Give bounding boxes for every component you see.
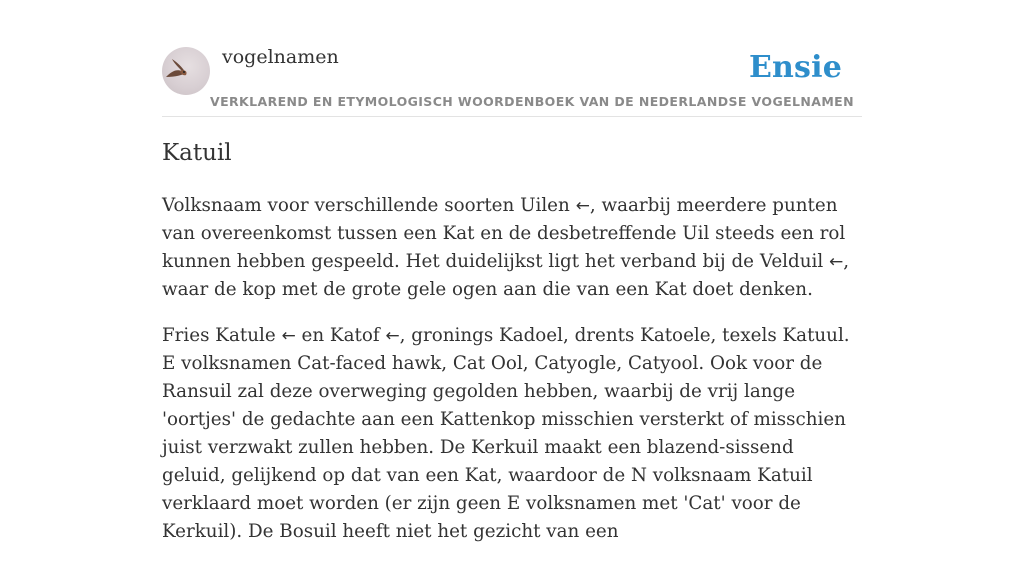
dictionary-avatar[interactable] bbox=[162, 47, 210, 95]
arrow-left-icon: ← bbox=[385, 326, 400, 346]
text-run: , waar de kop met de grote gele ogen aan die van een Kat doet denken. bbox=[162, 251, 850, 300]
xref-link-uilen[interactable] bbox=[520, 195, 590, 216]
site-header bbox=[162, 0, 862, 117]
entry-title: Katuil bbox=[162, 140, 232, 166]
bird-icon bbox=[162, 47, 210, 95]
xref-link-katule[interactable] bbox=[215, 325, 295, 346]
xref-label: Katof bbox=[329, 325, 380, 346]
dictionary-subtitle: VERKLAREND EN ETYMOLOGISCH WOORDENBOEK VAN DE NEDERLANDSE VOGELNAMEN bbox=[210, 94, 854, 109]
text-run: Fries bbox=[162, 325, 216, 346]
xref-link-velduil[interactable] bbox=[760, 251, 843, 272]
text-run: , waarbij meerdere punten van overeenkomst tussen een Kat en de desbetreffende Uil steeds een rol kunnen hebben gespeeld. Het duidelijkst ligt het verband bij de bbox=[162, 195, 846, 272]
entry-content bbox=[162, 192, 862, 564]
entry-paragraph-1 bbox=[162, 192, 862, 304]
xref-label: Velduil bbox=[759, 251, 824, 272]
text-run: en bbox=[295, 325, 330, 346]
arrow-left-icon: ← bbox=[575, 196, 590, 216]
arrow-left-icon: ← bbox=[828, 252, 844, 272]
xref-label: Uilen bbox=[520, 195, 570, 216]
text-run: Volksnaam voor verschillende soorten bbox=[162, 195, 521, 216]
text-run: , gronings Kadoel, drents Katoele, texels Katuul. E volksnamen Cat-faced hawk, Cat Ool, Catyogle, Catyool. Ook voor de Ransuil zal deze overweging gegolden hebben, waarbij de vrij lange 'oortjes' de gedachte aan een Kattenkop misschien versterkt of misschien juist verzwakt zullen hebben. De Kerkuil maakt een blazend-sissend geluid, gelijkend op dat van een Kat, waardoor de N volksnaam Katuil verklaard moet worden (er zijn geen E volksnamen met 'Cat' voor de Kerkuil). De Bosuil heeft niet het gezicht van een bbox=[162, 325, 850, 542]
page bbox=[162, 0, 862, 542]
arrow-left-icon: ← bbox=[281, 326, 296, 346]
xref-label: Katule bbox=[215, 325, 276, 346]
entry-paragraph-2 bbox=[162, 322, 862, 546]
xref-link-katof[interactable] bbox=[330, 325, 400, 346]
dictionary-name-link[interactable]: vogelnamen bbox=[222, 46, 339, 68]
brand-logo-link[interactable]: Ensie bbox=[748, 50, 842, 85]
